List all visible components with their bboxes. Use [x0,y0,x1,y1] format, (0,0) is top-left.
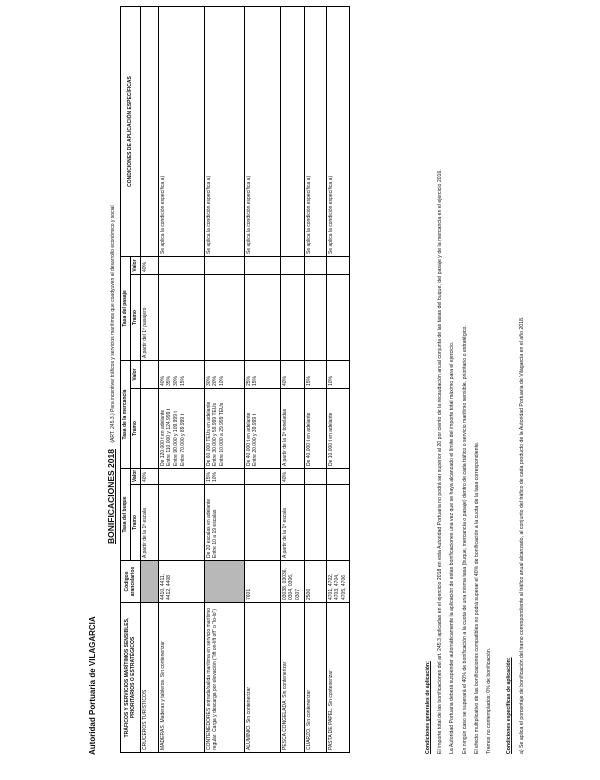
mercancia-tramo-cell [204,389,244,469]
buque-tramo-cell [140,485,158,561]
pasaje-tramo-cell [204,275,244,361]
buque-tramo-text: Entre 10 a 19 escalas [212,509,219,558]
buque-tramo-cell [244,485,280,561]
buque-tramo-cell [326,485,349,561]
general-condition-text: Tramos no contemplados: 0% de bonificación. [486,647,493,754]
mercancia-tramo-cell [140,389,158,469]
traffic-name-cell: PASTA DE PAPEL. Sin contenerizar [326,603,349,753]
buque-valor-cell [280,469,304,485]
title-subtitle: (ART. 245.3.) Para incentivar tráficos y servicios marítimos que coadyuven al desarrollo económico y social [110,205,116,443]
general-condition-text: En ningún caso se superará el 40% de bonificación a la cuota de una misma tasa (buque, mercancía o pasaje) dentro de cada tráfico o servicio marítimo sensible, prioritario o estratégico. [461,325,468,754]
mercancia-valor-cell [304,361,326,389]
mercancia-valor-text: 30% [173,375,179,386]
condition-cell [304,6,326,256]
buque-valor-cell [244,469,280,485]
mercancia-tramo-text: A partir de la 1ª toneladas [281,408,288,466]
mercancia-valor-cell [158,361,204,389]
codes-cell: 2506 [304,561,326,603]
bonifications-table [120,6,350,753]
general-condition-text: La Autoridad Portuaria deberá suspender automáticamente la aplicación de estas bonificaciones una vez que se haya alcanzado el límite del importe total máximo para el ejercicio. [449,341,456,754]
general-condition-text: El efecto multiplicativo de las bonificaciones compatibles no podrá superar el 40% de bonificación a la cuota de la tasa correspondiente. [473,441,480,754]
pasaje-valor-text: 40% [141,261,148,272]
codes-cell: 03038, 03036, 0304, 0306, 0307 [280,561,304,603]
mercancia-valor-text: 10% [219,375,225,386]
buque-tramo-text: A partir de la 1ª escala [141,508,148,558]
mercancia-tramo-cell [158,389,204,469]
condition-cell [326,6,349,256]
mercancia-tramo-cell [326,389,349,469]
mercancia-valor-cell [280,361,304,389]
notes-section [425,14,531,754]
table-row [326,6,349,752]
pasaje-tramo-cell [140,275,158,361]
mercancia-tramo-text: Entre 10.000 a 29.999 TEUs [219,402,225,466]
traffic-name-cell: CONTENEDORES entrada/salida marítima en servicio marítimo regular. Carga y descarga por elevación ("lift on-lift off" o "lo-lo") [204,603,244,753]
header-pasaje: Tasa del pasaje [121,256,131,360]
pasaje-tramo-text: A partir del 1º pasajero [141,307,148,358]
table-row [280,6,304,752]
condition-text: Se aplica la condición específica a) [327,175,334,254]
condition-cell [280,6,304,256]
codes-cell: 4701, 4702, 4703, 4704, 4705, 4706 [326,561,349,603]
buque-tramo-text: A partir de la 1ª escala [281,508,288,558]
condition-cell [204,6,244,256]
codes-cell: 7601 [244,561,280,603]
codes-cell [204,561,244,603]
mercancia-valor-cell [326,361,349,389]
pasaje-valor-cell [304,256,326,274]
condition-cell [158,6,204,256]
pasaje-tramo-cell [326,275,349,361]
pasaje-tramo-cell [280,275,304,361]
pasaje-tramo-cell [158,275,204,361]
header-buque: Tasa del buque [121,469,131,561]
mercancia-valor-text: 25% [245,375,252,386]
subheader-tramo: Tramo [130,389,140,469]
condition-cell [244,6,280,256]
traffic-name-cell: CUARZO. Sin contenerizar [304,603,326,753]
pasaje-valor-cell [140,256,158,274]
buque-tramo-cell [304,485,326,561]
header-conditions: CONDICIONES DE APLICACIÓN ESPECÍFICAS [121,6,141,256]
condition-text: Se aplica la condición específica a) [205,175,212,254]
table-header-row [121,6,131,752]
mercancia-valor-text: 35% [166,375,173,386]
subheader-tramo: Tramo [130,485,140,561]
document-title [106,205,116,544]
buque-valor-cell [326,469,349,485]
mercancia-tramo-text: De 120.000 t en adelante [159,409,166,466]
mercancia-valor-cell [140,361,158,389]
buque-valor-cell [204,469,244,485]
table-row [304,6,326,752]
mercancia-valor-text: 15% [305,375,312,386]
traffic-name-cell: MADERAS. Maderas y tableros. Sin contenerizar [158,603,204,753]
mercancia-tramo-text: De 60.000 TEUs en adelante [205,401,212,466]
condition-text: Se aplica la condición específica a) [245,175,252,254]
mercancia-tramo-text: Entre 70.000 y 89.999 t [179,414,186,466]
buque-tramo-text: De 20 escalas en adelante [205,498,212,558]
table-row [158,6,204,752]
condition-text: Se aplica la condición específica a) [159,175,166,254]
mercancia-tramo-text: Entre 20.000 y 39.999 t [252,414,259,466]
buque-valor-text: 15% [205,471,212,482]
mercancia-tramo-text: De 10.000 t en adelante [327,412,334,466]
pasaje-valor-cell [204,256,244,274]
mercancia-tramo-cell [244,389,280,469]
title-main: BONIFICACIONES 2018 [106,449,116,544]
mercancia-valor-cell [204,361,244,389]
mercancia-valor-text: 15% [252,375,259,386]
buque-valor-cell [140,469,158,485]
mercancia-valor-text: 40% [281,375,288,386]
pasaje-valor-cell [158,256,204,274]
table-row [244,6,280,752]
buque-valor-cell [158,469,204,485]
condition-text: Se aplica la condición específica a) [305,175,312,254]
header-traffic: TRÁFICOS Y SERVICIOS MARÍTIMOS SENSIBLES, PRIORITARIOS O ESTRATÉGICOS [121,603,141,753]
mercancia-tramo-cell [304,389,326,469]
mercancia-tramo-text: Entre 110.000 y 124.999 t [166,408,173,466]
pasaje-tramo-cell [304,275,326,361]
general-conditions-heading: Condiciones generales de aplicación: [425,661,431,754]
codes-cell: 4410, 4411, 4412, 4408 [158,561,204,603]
traffic-name-cell: ALUMINIO. Sin contenerizar [244,603,280,753]
mercancia-tramo-text: Entre 90.000 y 109.999 t [173,411,179,466]
buque-tramo-cell [280,485,304,561]
general-condition-text: El importe total de las bonificaciones del art. 245.3 aplicadas en el ejercicio 2018 en esta Autoridad Portuaria no podrá ser superior al 20 por ciento de la recaudación anual conjunta de las tasas del buque, del pasaje y de la mercancía en el ejercicio 2016. [437,169,444,754]
subheader-valor: Valor [130,469,140,485]
subheader-valor: Valor [130,256,140,274]
specific-conditions-heading: Condiciones específicas de aplicación: [506,657,513,754]
traffic-name-cell: PESCA CONGELADA. Sin contenerizar [280,603,304,753]
specific-condition-text: a) Se aplica el porcentaje de bonificación del tramo correspondiente al tráfico anual alcanzado, al conjunto del tráfico de cada producto de la Autoridad Portuaria de Vilagarcía en el año 2018. [518,316,525,754]
pasaje-tramo-cell [244,275,280,361]
mercancia-valor-text: 20% [212,375,219,386]
table-row [140,6,158,752]
pasaje-valor-cell [244,256,280,274]
traffic-name-cell: CRUCEROS TURÍSTICOS [140,603,158,753]
table-row [204,6,244,752]
subheader-valor: Valor [130,361,140,389]
condition-cell [140,6,158,256]
buque-valor-text: 40% [141,471,148,482]
header-codes: Códigos arancelarios [121,561,141,603]
header-mercancia: Tasa de la mercancía [121,361,131,469]
subheader-tramo: Tramo [130,275,140,361]
mercancia-valor-text: 30% [205,375,212,386]
table-body [140,6,349,752]
mercancia-valor-text: 15% [179,375,186,386]
buque-valor-cell [304,469,326,485]
port-authority-name: Autoridad Portuaria de VILAGARCIA [88,616,97,755]
mercancia-valor-cell [244,361,280,389]
buque-valor-text: 40% [281,471,288,482]
mercancia-tramo-text: De 40.000 t en adelante [305,412,312,466]
buque-valor-text: 10% [212,471,219,482]
buque-tramo-cell [204,485,244,561]
mercancia-tramo-text: Entre 30.000 y 59.999 TEUs [212,402,219,466]
codes-cell [140,561,158,603]
pasaje-valor-cell [326,256,349,274]
mercancia-tramo-text: De 40.000 t en adelante [245,412,252,466]
pasaje-valor-cell [280,256,304,274]
mercancia-tramo-cell [280,389,304,469]
mercancia-valor-text: 40% [159,375,166,386]
mercancia-valor-text: 10% [327,375,334,386]
buque-tramo-cell [158,485,204,561]
